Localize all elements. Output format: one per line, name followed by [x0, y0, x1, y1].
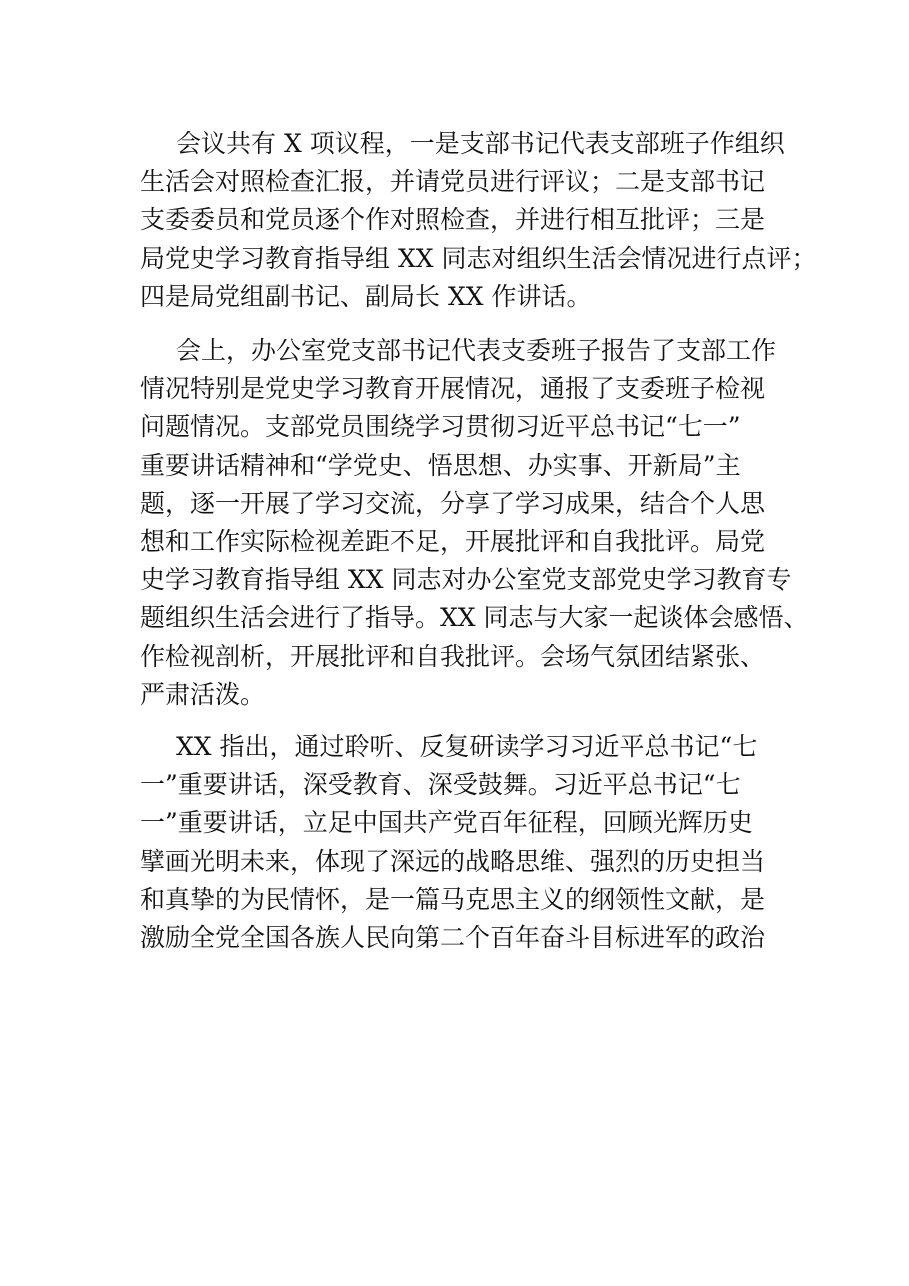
text-line: 问题情况。支部党员围绕学习贯彻习近平总书记“七一”	[140, 412, 741, 442]
text-line: 想和工作实际检视差距不足，开展批评和自我批评。局党	[140, 527, 766, 557]
paragraph-agenda	[140, 125, 817, 316]
text-line: 激励全党全国各族人民向第二个百年奋斗目标进军的政治	[140, 923, 766, 953]
text-line: 生活会对照检查汇报，并请党员进行评议；二是支部书记	[140, 167, 766, 197]
text-line: 支委委员和党员逐个作对照检查，并进行相互批评；三是	[140, 205, 766, 235]
text-line: 严肃活泼。	[140, 679, 266, 709]
text-line: 会议共有 X 项议程，一是支部书记代表支部班子作组织	[176, 129, 785, 158]
paragraph-spacer	[140, 316, 800, 332]
text-line: 一”重要讲话，深受教育、深受鼓舞。习近平总书记“七	[140, 770, 741, 800]
text-line: 擘画光明未来，体现了深远的战略思维、强烈的历史担当	[140, 846, 766, 876]
text-line: 四是局党组副书记、副局长 XX 作讲话。	[140, 281, 592, 311]
paragraph-meeting	[140, 332, 809, 714]
paragraph-speech	[140, 728, 800, 957]
text-line: 局党史学习教育指导组 XX 同志对组织生活会情况进行点评；	[140, 243, 817, 273]
document-body	[140, 125, 817, 957]
text-line: 史学习教育指导组 XX 同志对办公室党支部党史学习教育专	[140, 565, 792, 595]
text-line: 一”重要讲话，立足中国共产党百年征程，回顾光辉历史	[140, 808, 753, 838]
text-line: 作检视剖析，开展批评和自我批评。会场气氛团结紧张、	[140, 641, 766, 671]
text-line: 重要讲话精神和“学党史、悟思想、办实事、开新局”主	[140, 450, 741, 480]
text-line: 情况特别是党史学习教育开展情况，通报了支委班子检视	[140, 374, 766, 404]
paragraph-spacer	[140, 714, 800, 728]
text-line: 题组织生活会进行了指导。XX 同志与大家一起谈体会感悟、	[140, 603, 809, 633]
text-line: XX 指出，通过聆听、反复研读学习习近平总书记“七	[176, 732, 758, 762]
text-line: 题，逐一开展了学习交流，分享了学习成果，结合个人思	[140, 488, 766, 518]
text-line: 会上，办公室党支部书记代表支委班子报告了支部工作	[176, 336, 777, 366]
text-line: 和真挚的为民情怀，是一篇马克思主义的纲领性文献，是	[140, 884, 766, 914]
